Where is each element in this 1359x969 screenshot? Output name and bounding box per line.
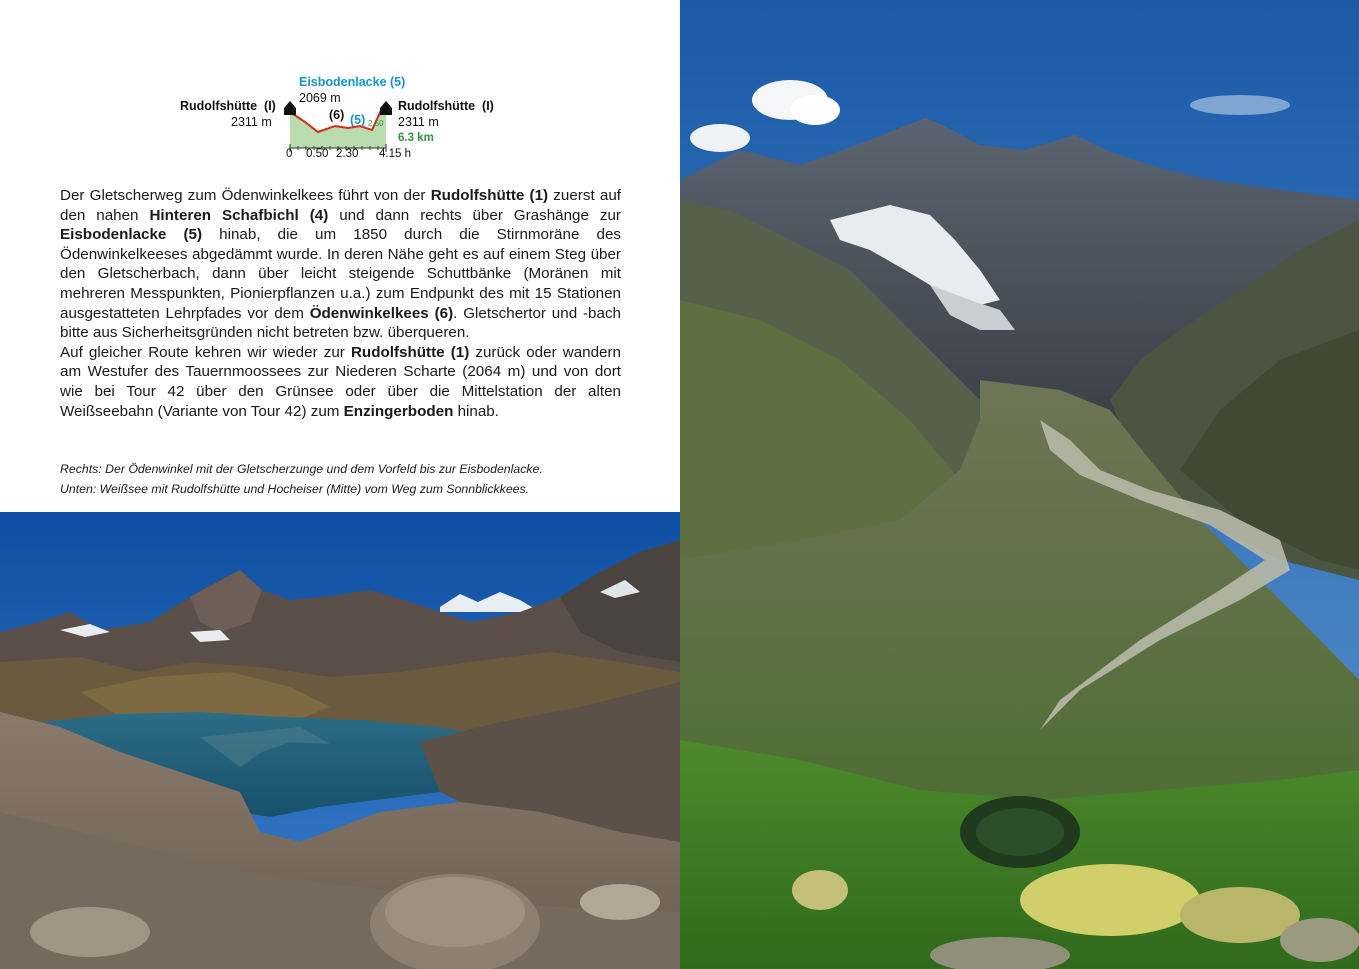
paragraph-2 xyxy=(60,343,621,421)
lake-illustration xyxy=(0,512,680,969)
place-name: Rudolfshütte (1) xyxy=(350,343,470,361)
peak-name: Eisbodenlacke (5) xyxy=(299,75,406,89)
photo-captions xyxy=(60,460,660,499)
end-name: Rudolfshütte (I) xyxy=(398,99,494,113)
paragraph-1 xyxy=(60,186,621,343)
distance-label: 6.3 km xyxy=(398,132,434,144)
route-description xyxy=(60,186,621,421)
hut-icon xyxy=(380,101,392,115)
caption-right: Rechts: Der Ödenwinkel mit der Gletscherzunge und dem Vorfeld bis zur Eisbodenlacke. xyxy=(60,462,543,476)
text-run: Der Gletscherweg zum Ödenwinkelkees führt von der xyxy=(60,187,431,204)
end-altitude: 2311 m xyxy=(398,115,439,129)
start-name: Rudolfshütte (I) xyxy=(180,99,276,113)
text-run: und dann rechts über Grashänge zur xyxy=(328,206,621,224)
caption-bottom: Unten: Weißsee mit Rudolfshütte und Hocheiser (Mitte) vom Weg zum Sonnblickkees. xyxy=(60,481,530,496)
place-name: Eisbodenlacke (5) xyxy=(60,226,203,244)
time-tick: 0.50 xyxy=(306,148,329,160)
photo-oedenwinkel-valley xyxy=(680,0,1359,969)
text-run: hinab, die um 1850 durch die Stirnmoräne des Ödenwinkelkeeses abgedämmt wurde. In deren Nähe geht es auf einem Steg über den Gletscherbach, dann über leicht steigende Schuttbänke (Moränen mit mehreren Messpunkten, Pionierpflanzen u.a.) zum Endpunkt des mit 15 Stationen ausgestatteten Lehrpfades vor dem xyxy=(60,226,621,322)
time-tick: 2.30 xyxy=(336,148,359,160)
text-run: zuerst auf den nahen xyxy=(60,187,621,224)
waypoint-5-label: (5) xyxy=(350,113,366,127)
elevation-profile xyxy=(170,68,510,168)
text-column xyxy=(0,0,680,512)
place-name: Ödenwinkelkees (6) xyxy=(309,304,454,322)
text-run: . Gletschertor und -bach bitte aus Sicherheitsgründen nicht betreten bzw. überqueren. xyxy=(60,304,621,342)
place-name: Hinteren Schafbichl (4) xyxy=(149,206,329,224)
waypoint-small-label: 2.50 xyxy=(368,119,384,128)
valley-illustration xyxy=(680,0,1359,969)
time-tick: 0 xyxy=(286,148,293,160)
text-run: Auf gleicher Route kehren wir wieder zur xyxy=(60,343,351,361)
photo-weisssee xyxy=(0,512,680,969)
hut-icon xyxy=(284,101,296,115)
start-altitude: 2311 m xyxy=(231,115,272,129)
place-name: Rudolfshütte (1) xyxy=(430,187,549,204)
place-name: Enzingerboden xyxy=(343,402,454,420)
time-tick: 4.15 h xyxy=(379,148,411,160)
text-run: zurück oder wandern am Westufer des Tauernmoossees zur Niederen Scharte (2064 m) und von dort wie bei Tour 42 über den Grünsee oder über die Mittelstation der alten Weißseebahn (Variante von Tour 42) zum xyxy=(60,343,621,420)
text-run: hinab. xyxy=(453,402,499,420)
waypoint-6-label: (6) xyxy=(329,108,345,122)
peak-altitude: 2069 m xyxy=(299,91,341,105)
